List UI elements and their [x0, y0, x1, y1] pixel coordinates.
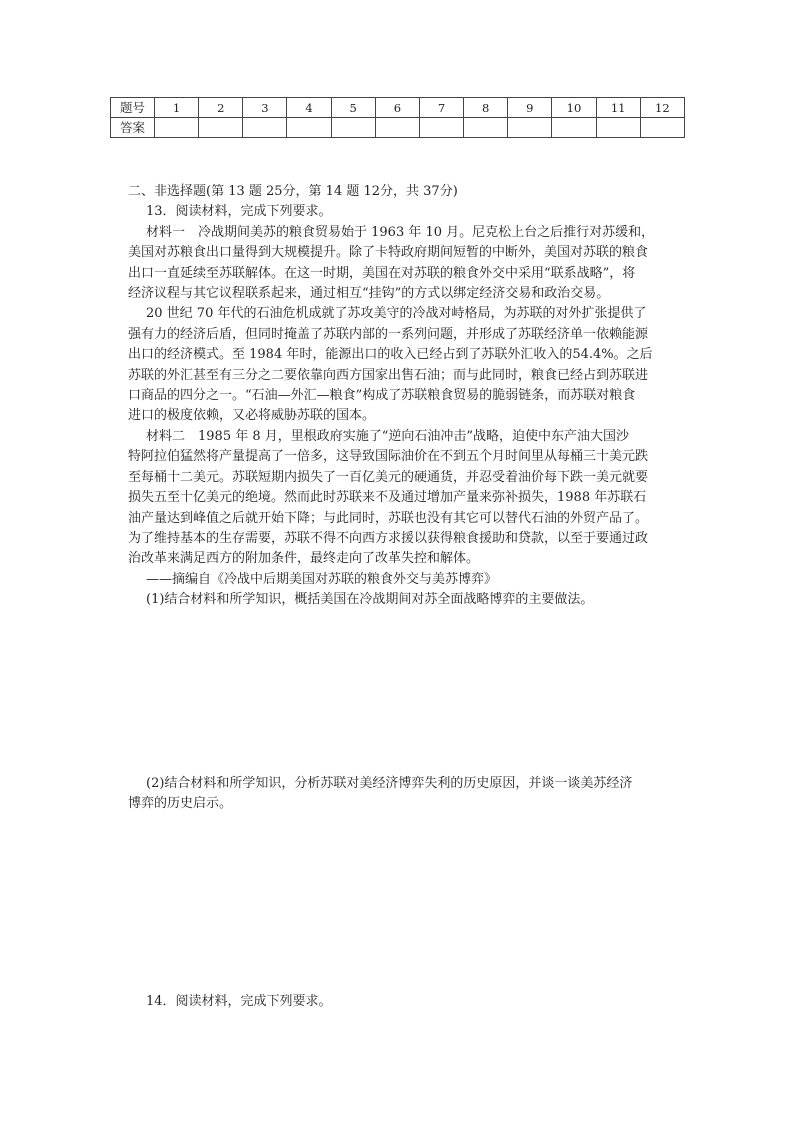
material-line: 为了维持基本的生存需要，苏联不得不向西方求援以获得粮食援助和贷款，以至于要通过政: [128, 530, 649, 546]
question-number-cell: 2: [199, 98, 243, 118]
question-number-cell: 1: [155, 98, 199, 118]
question-number-cell: 8: [464, 98, 508, 118]
material-two: [128, 427, 684, 570]
answer-cell[interactable]: [552, 118, 596, 138]
question-14-intro: 14．阅读材料，完成下列要求。: [146, 994, 332, 1009]
material-line: 强有力的经济后盾，但同时掩盖了苏联内部的一系列问题，并形成了苏联经济单一依赖能源: [128, 326, 649, 342]
material-line: 材料一 冷战期间美苏的粮食贸易始于 1963 年 10 月。尼克松上台之后推行对苏缓和，: [146, 224, 655, 240]
question-13-intro: 13．阅读材料，完成下列要求。: [146, 204, 332, 220]
question-13-part-2-continued: 博弈的历史启示。: [128, 795, 233, 811]
material-line: 特阿拉伯猛然将产量提高了一倍多，这导致国际油价在不到五个月时间里从每桶三十美元跌: [128, 449, 649, 465]
question-number-label: 题号: [111, 98, 155, 118]
material-line: 进口的极度依赖，又必将威胁苏联的国本。: [128, 408, 376, 424]
answer-cell[interactable]: [287, 118, 331, 138]
material-line: 损失五至十亿美元的绝境。然而此时苏联来不及通过增加产量来弥补损失，1988 年苏联石: [128, 490, 647, 506]
material-line: 经济议程与其它议程联系起来，通过相互“挂钩”的方式以绑定经济交易和政治交易。: [128, 286, 610, 302]
answer-cell[interactable]: [243, 118, 287, 138]
question-number-cell: 3: [243, 98, 287, 118]
question-number-cell: 11: [596, 98, 640, 118]
material-line: 油产量达到峰值之后就开始下降；与此同时，苏联也没有其它可以替代石油的外贸产品了。: [128, 510, 649, 526]
answer-cell[interactable]: [508, 118, 552, 138]
question-number-cell: 4: [287, 98, 331, 118]
question-13-part-2: (2)结合材料和所学知识，分析苏联对美经济博弈失利的历史原因，并谈一谈美苏经济: [146, 775, 633, 791]
material-line: 出口的经济模式。至 1984 年时，能源出口的收入已经占到了苏联外汇收入的54.4%。之后: [128, 347, 653, 363]
material-source: ——摘编自《冷战中后期美国对苏联的粮食外交与美苏博弈》: [146, 571, 498, 587]
answer-cell[interactable]: [464, 118, 508, 138]
question-number-cell: 6: [375, 98, 419, 118]
answer-cell[interactable]: [640, 118, 684, 138]
material-line: 20 世纪 70 年代的石油危机成就了苏攻美守的冷战对峙格局，为苏联的对外扩张提供了: [146, 306, 647, 322]
material-line: 材料二 1985 年 8 月，里根政府实施了“逆向石油冲击”战略，迫使中东产油大国沙: [146, 428, 630, 444]
question-number-cell: 9: [508, 98, 552, 118]
answer-row: [111, 118, 685, 138]
question-number-cell: 12: [640, 98, 684, 118]
answer-space-1[interactable]: [128, 611, 684, 774]
answer-cell[interactable]: [155, 118, 199, 138]
material-line: 口商品的四分之一。“石油—外汇—粮食”构成了苏联粮食贸易的脆弱链条，而苏联对粮食: [128, 388, 636, 404]
material-one: [128, 223, 684, 305]
material-line: 苏联的外汇甚至有三分之二要依靠向西方国家出售石油；而与此同时，粮食已经占到苏联进: [128, 367, 649, 383]
answer-cell[interactable]: [331, 118, 375, 138]
material-line: 至每桶十二美元。苏联短期内损失了一百亿美元的硬通货，并忍受着油价每下跌一美元就要: [128, 469, 649, 485]
question-14: [146, 992, 702, 1012]
answer-cell[interactable]: [419, 118, 463, 138]
question-number-row: [111, 98, 685, 118]
answer-label: 答案: [111, 118, 155, 138]
non-choice-section: [128, 182, 684, 814]
section-heading: 二、非选择题(第 13 题 25分，第 14 题 12分，共 37分): [128, 184, 458, 199]
material-line: 出口一直延续至苏联解体。在这一时期，美国在对苏联的粮食外交中采用“联系战略”，将: [128, 265, 636, 281]
question-13-part-1: (1)结合材料和所学知识，概括美国在冷战期间对苏全面战略博弈的主要做法。: [146, 592, 594, 608]
material-line: 美国对苏粮食出口量得到大规模提升。除了卡特政府期间短暂的中断外，美国对苏联的粮食: [128, 245, 649, 261]
material-one-continued: [128, 304, 684, 426]
question-number-cell: 5: [331, 98, 375, 118]
answer-cell[interactable]: [596, 118, 640, 138]
answer-cell[interactable]: [199, 118, 243, 138]
question-number-cell: 7: [419, 98, 463, 118]
material-line: 治改革来满足西方的附加条件，最终走向了改革失控和解体。: [128, 551, 480, 567]
answer-cell[interactable]: [375, 118, 419, 138]
answer-table: [110, 97, 685, 138]
question-number-cell: 10: [552, 98, 596, 118]
